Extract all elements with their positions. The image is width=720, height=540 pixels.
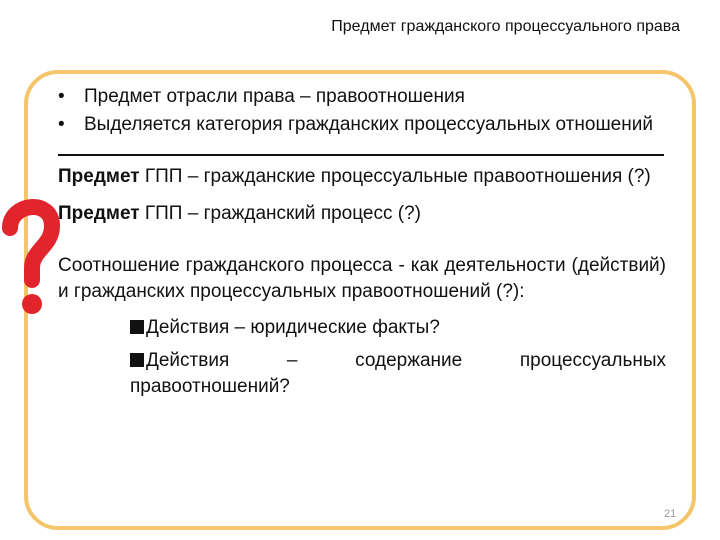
slide-content [58, 84, 666, 400]
definition-term: Предмет [58, 166, 140, 188]
slide-title: Предмет гражданского процессуального права [331, 18, 680, 35]
definition-text: ГПП – гражданский процесс (?) [139, 202, 421, 224]
bullet-item: • Выделяется категория гражданских процессуальных отношений [58, 112, 666, 138]
definition-2 [58, 201, 666, 227]
bullet-item: • Предмет отрасли права – правоотношения [58, 84, 666, 110]
check-item-text: Действия – содержание процессуальных правоотношений? [130, 349, 666, 397]
check-item-2 [130, 348, 666, 400]
check-item-text: Действия – юридические факты? [146, 317, 440, 339]
checkbox-bullet-icon [130, 353, 144, 367]
page-number: 21 [664, 508, 677, 520]
question-mark-icon [0, 188, 60, 318]
check-item-1 [130, 315, 666, 341]
definition-1 [58, 164, 666, 190]
definition-term: Предмет [58, 202, 140, 224]
divider-line [58, 154, 664, 156]
relation-intro: Соотношение гражданского процесса - как деятельности (действий) и гражданских процессуальных правоотношений (?): [58, 254, 666, 303]
checkbox-bullet-icon [130, 320, 144, 334]
definition-text: ГПП – гражданские процессуальные правоотношения (?) [139, 166, 651, 188]
bullet-list [58, 84, 666, 138]
